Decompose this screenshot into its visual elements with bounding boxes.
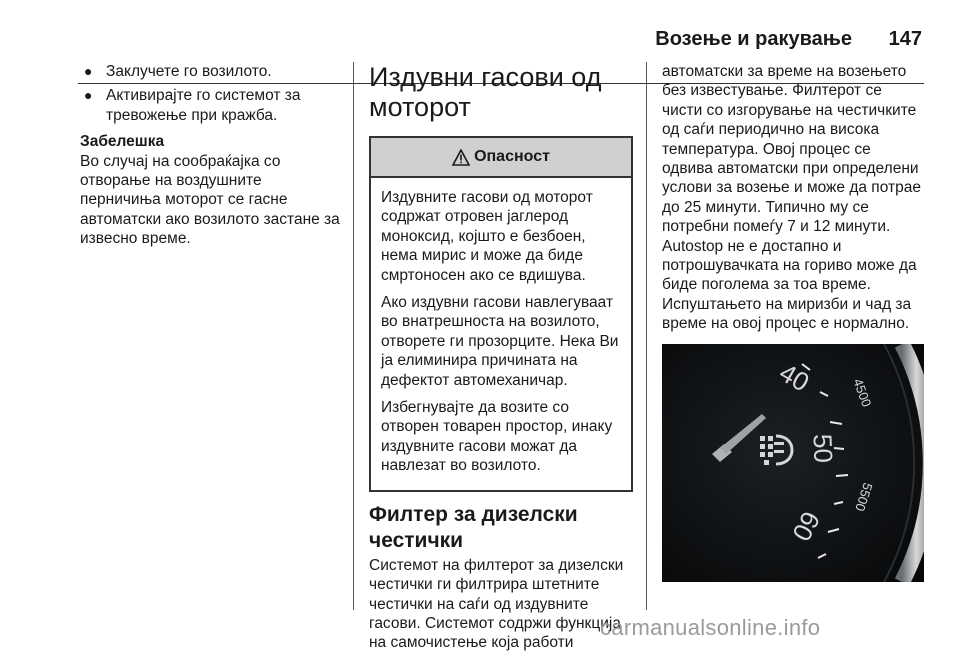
column-3 (662, 62, 924, 334)
body-text: автоматски за време на возењето без известување. Филтерот се чисти со изгорување на честичките од саѓи периодично на висока температура. Овој процес се одвива автоматски при определени услови за возење и може да потрае до 25 минути. Типично му се потребни помеѓу 7 и 12 минути. Autostop не е достапно и потрошувачката на гориво може да биде поголема за тоа време. Испуштањето на миризби и чад за време на овој процес е нормално. (662, 63, 921, 333)
gauge-label: 5500 (852, 480, 876, 514)
warning-title: Опасност (474, 148, 550, 166)
column-2 (369, 62, 633, 653)
bullet-icon: ● (84, 87, 93, 104)
subsection-title: Филтер за дизелски честички (369, 502, 578, 552)
column-1 (80, 62, 340, 249)
warning-paragraph: Ако издувни гасови навлегуваат во внатрешноста на возилото, отворете ги прозорците. Нека Ви ја елиминира причината на дефектот автомеханичар. (381, 294, 619, 389)
list-item (80, 62, 340, 81)
subsection-text: Системот на филтерот за дизелски честички ги филтрира штетните честички на саѓи од издувните гасови. Системот содржи функција на самочистење која работи (369, 556, 624, 652)
header-title: Возење и ракување (655, 28, 852, 50)
watermark: carmanualsonline.info (600, 615, 821, 640)
section-title: Издувни гасови од моторот (369, 62, 602, 122)
note-title: Забелешка (80, 133, 165, 151)
bullet-icon: ● (84, 63, 93, 79)
warning-body (371, 178, 631, 490)
warning-header (371, 138, 631, 178)
list-item (80, 86, 340, 125)
gauge-label: 60 (786, 506, 827, 547)
column-divider-2 (646, 62, 647, 610)
gauge-label: 50 (807, 433, 839, 464)
gauge-label: 4500 (850, 376, 875, 409)
warning-triangle-icon (452, 149, 470, 166)
instrument-gauge-illustration (662, 344, 924, 582)
page-header (0, 28, 960, 58)
note-text: Во случај на сообраќајка со отворање на воздушните перничиња моторот се гасне автоматски ако возилото застане за извесно време. (80, 152, 340, 248)
warning-paragraph: Издувните гасови од моторот содржат отровен јаглерод моноксид, којшто е безбоен, нема мирис и може да биде смртоносен ако се вдишува. (381, 189, 593, 284)
warning-box (369, 136, 633, 492)
warning-paragraph: Избегнувајте да возите со отворен товарен простор, инаку издувните гасови можат да навлезат во возилото. (381, 399, 613, 475)
list-item-text: Активирајте го системот за тревожење при кражба. (106, 87, 301, 124)
page-number: 147 (888, 28, 922, 50)
gauge-label: 40 (774, 357, 815, 398)
column-divider-1 (353, 62, 354, 610)
list-item-text: Заклучете го возилото. (106, 63, 272, 80)
